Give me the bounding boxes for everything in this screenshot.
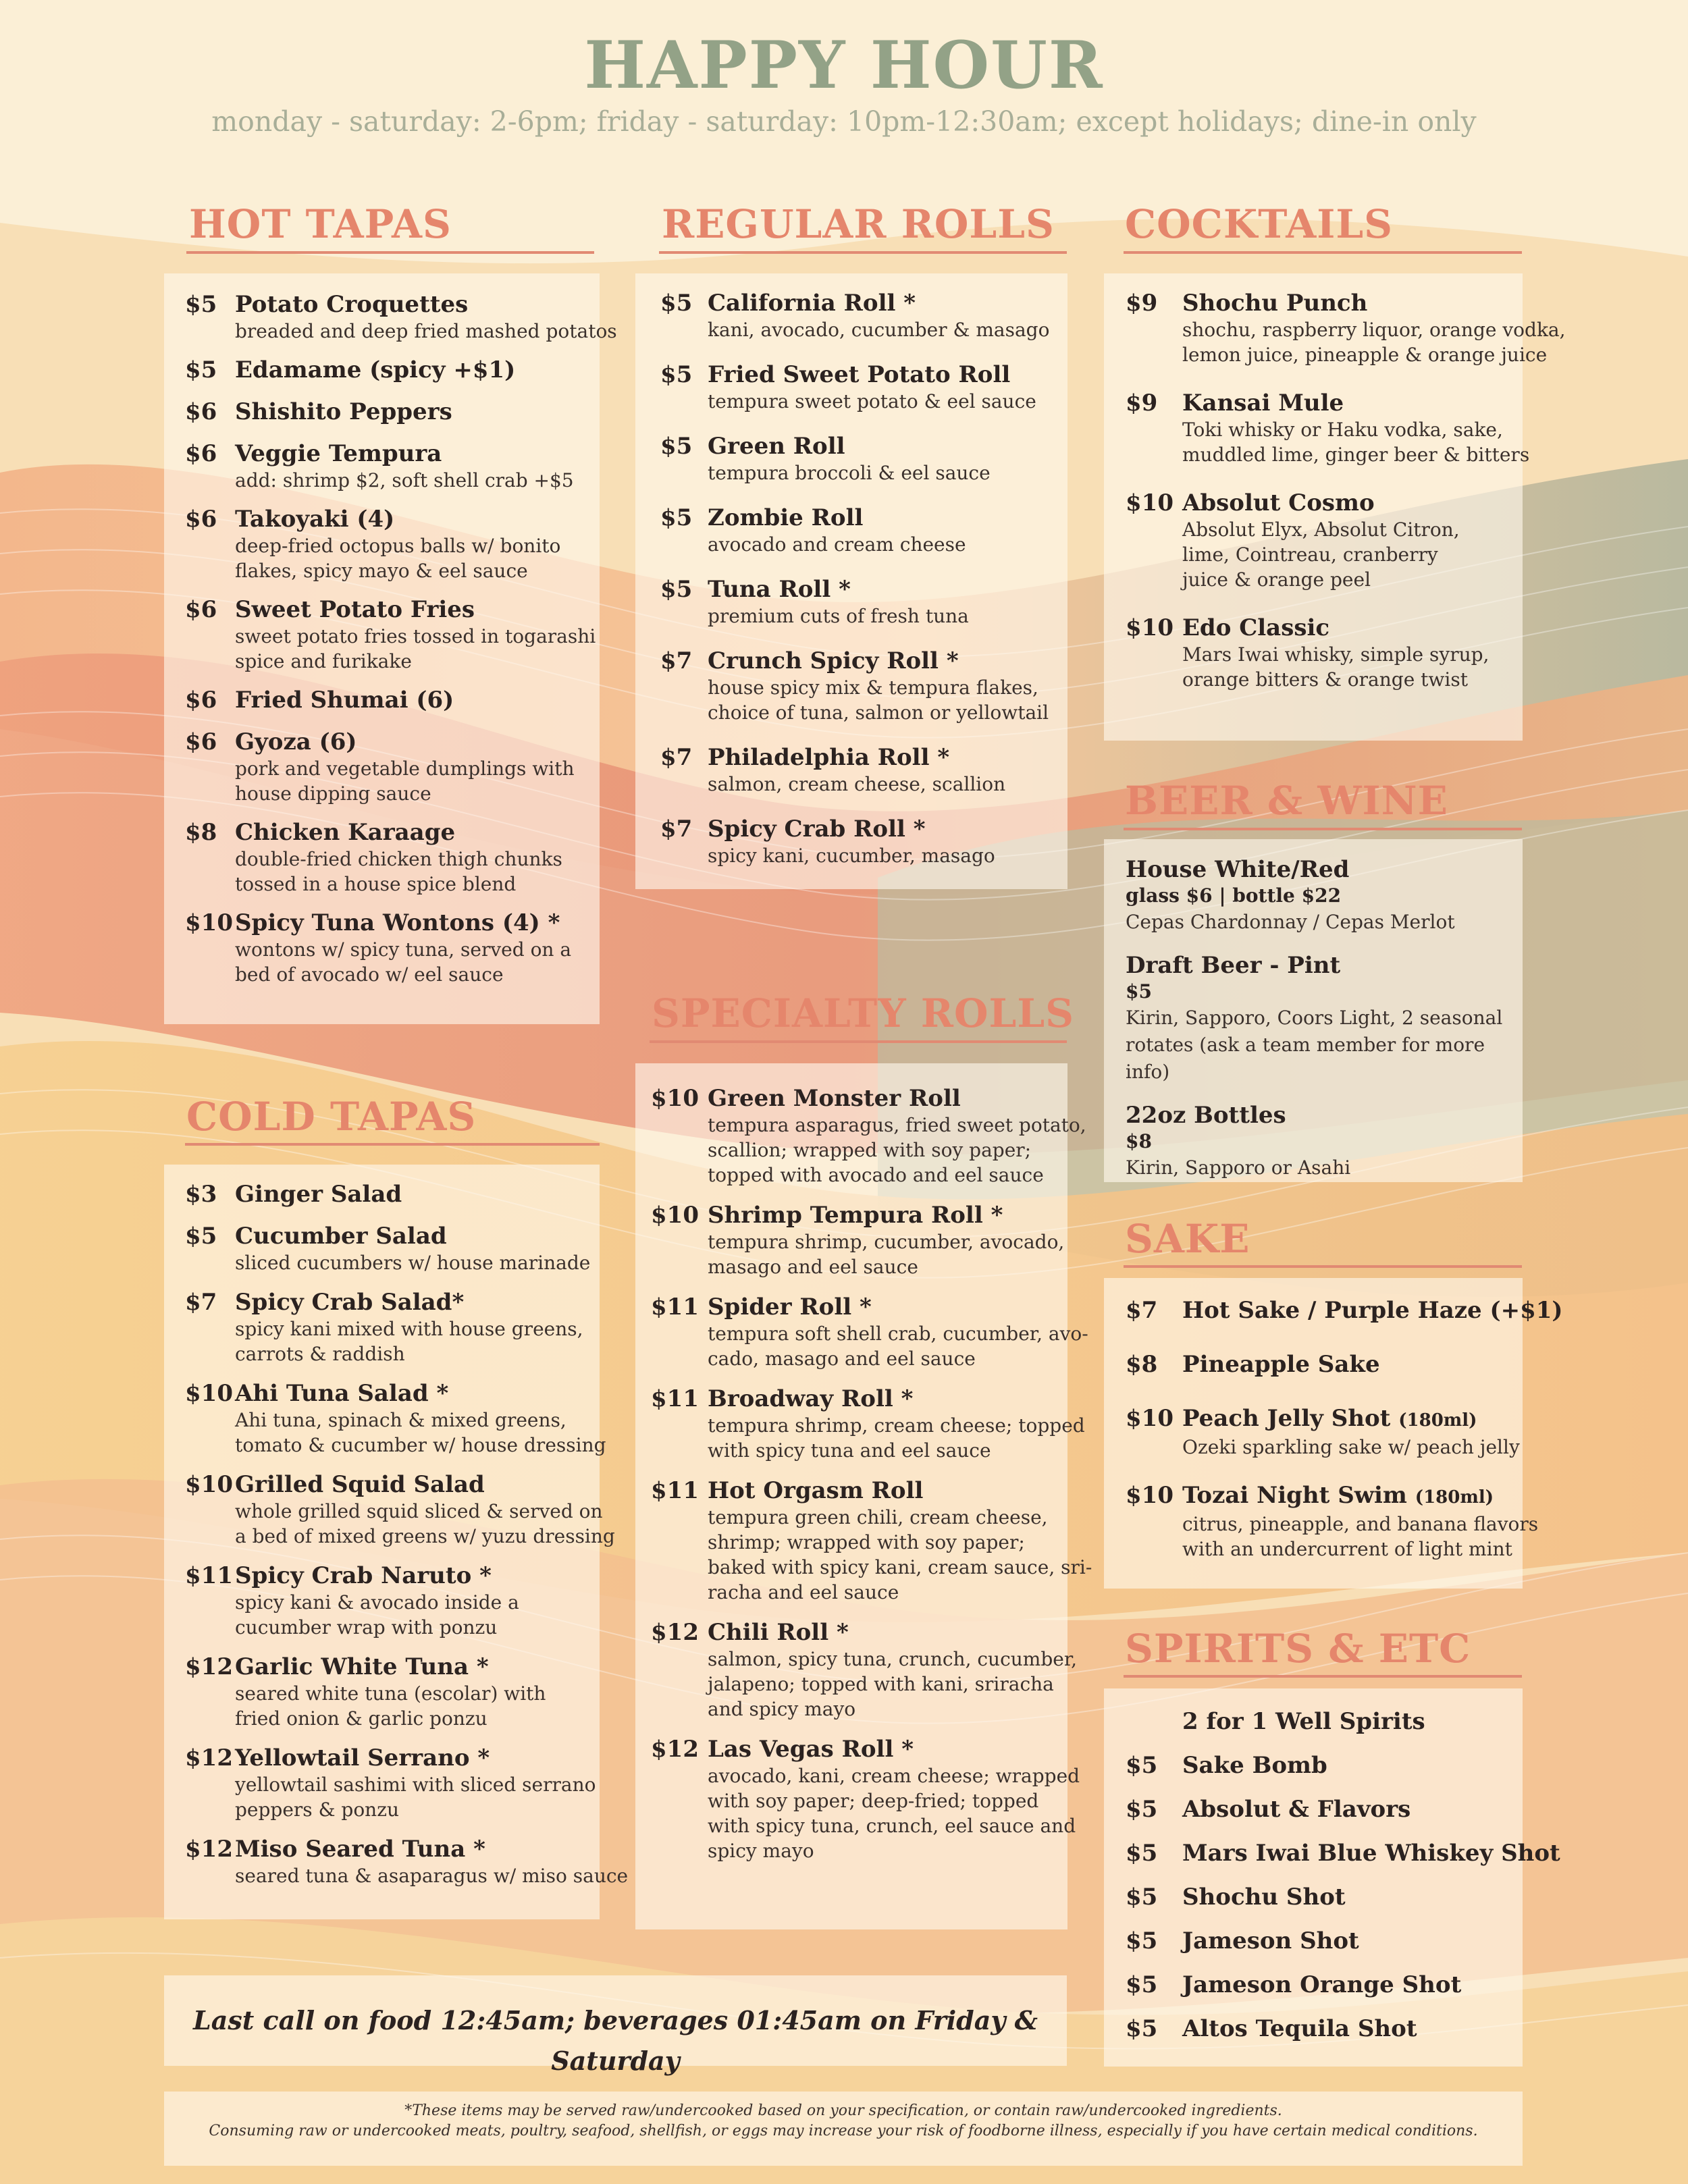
item-desc: premium cuts of fresh tuna [708, 605, 969, 627]
hot-tapas-heading: HOT TAPAS [189, 201, 452, 247]
item-price: $5 [185, 1223, 217, 1250]
item-price: $10 [1126, 1405, 1173, 1432]
menu-item [660, 743, 1059, 797]
menu-item [185, 1222, 590, 1275]
item-name: Spicy Crab Salad* [235, 1289, 465, 1316]
item-name: Broadway Roll * [708, 1385, 914, 1412]
item-name: Garlic White Tuna * [235, 1653, 489, 1680]
specialty-rolls-heading: SPECIALTY ROLLS [652, 990, 1074, 1036]
item-desc: carrots & raddish [235, 1343, 405, 1365]
item-price: $5 [1126, 1884, 1158, 1911]
item-desc: choice of tuna, salmon or yellowtail [708, 701, 1049, 724]
regular-rolls-list [660, 289, 1059, 868]
item-name: 22oz Bottles [1126, 1102, 1286, 1129]
item-name: Green Monster Roll [708, 1085, 961, 1112]
page-title: HAPPY HOUR [584, 27, 1104, 103]
menu-item [660, 647, 1059, 725]
menu-item [1126, 1481, 1539, 1562]
item-desc: masago and eel sauce [708, 1256, 918, 1278]
item-name: Potato Croquettes [235, 291, 469, 318]
item-price: $5 [1126, 1796, 1158, 1823]
item-desc: jalapeno; topped with kani, sriracha [708, 1673, 1054, 1695]
menu-item [1126, 1795, 1517, 1823]
item-price: $12 [651, 1619, 699, 1646]
cocktails-list [1126, 289, 1566, 692]
item-desc: tempura soft shell crab, cucumber, avo- [708, 1323, 1088, 1345]
item-price: $7 [660, 744, 693, 771]
item-price: $11 [185, 1562, 233, 1589]
menu-item [1126, 1971, 1517, 1999]
item-desc: tempura shrimp, cucumber, avocado, [708, 1231, 1065, 1253]
item-name: Las Vegas Roll * [708, 1736, 914, 1763]
item-name: Sweet Potato Fries [235, 596, 475, 623]
item-desc: flakes, spicy mayo & eel sauce [235, 560, 528, 582]
item-price: $6 [185, 440, 217, 467]
item-name: Absolut & Flavors [1182, 1796, 1411, 1823]
item-name: Fried Sweet Potato Roll [708, 361, 1011, 388]
item-price: $5 [1126, 1927, 1158, 1954]
item-desc: a bed of mixed greens w/ yuzu dressing [235, 1525, 615, 1547]
item-name: Fried Shumai (6) [235, 687, 454, 714]
item-name: Altos Tequila Shot [1182, 2015, 1417, 2042]
item-name: Kansai Mule [1182, 390, 1344, 417]
item-desc: topped with avocado and eel sauce [708, 1164, 1044, 1186]
item-name: Sake Bomb [1182, 1752, 1327, 1779]
item-name: Chicken Karaage [235, 819, 456, 846]
item-name: Mars Iwai Blue Whiskey Shot [1182, 1840, 1560, 1867]
item-price: $12 [185, 1744, 233, 1772]
cold-tapas-heading: COLD TAPAS [186, 1094, 477, 1140]
item-price: $11 [651, 1477, 699, 1504]
item-desc: Kirin, Sapporo or Asahi [1126, 1156, 1351, 1179]
item-desc: seared white tuna (escolar) with [235, 1682, 546, 1705]
footer-line: Consuming raw or undercooked meats, poultry, seafood, shellfish, or eggs may increase your risk of foodborne illness, especially if you have certain medical conditions. [209, 2123, 1478, 2139]
item-name: Tuna Roll * [708, 576, 851, 603]
item-price: $5 [1126, 2015, 1158, 2042]
item-desc: tossed in a house spice blend [235, 873, 517, 895]
item-desc: Cepas Chardonnay / Cepas Merlot [1126, 911, 1455, 933]
item-name: Green Roll [708, 433, 845, 460]
menu-item [185, 398, 590, 426]
item-name: Spicy Crab Roll * [708, 816, 926, 843]
item-desc: Ahi tuna, spinach & mixed greens, [235, 1409, 566, 1431]
cold-tapas-rule [185, 1143, 600, 1146]
menu-item [185, 1653, 590, 1731]
menu-item [1126, 1102, 1517, 1181]
item-name: Spider Roll * [708, 1294, 872, 1321]
menu-item [660, 815, 1059, 868]
item-name: Spicy Crab Naruto * [235, 1562, 492, 1589]
menu-item [1126, 1839, 1560, 1867]
item-name: Pineapple Sake [1182, 1351, 1380, 1378]
item-price: $11 [651, 1385, 699, 1412]
item-price: $5 [1126, 1840, 1158, 1867]
menu-item [651, 1735, 1080, 1863]
item-name: Spicy Tuna Wontons (4) * [235, 909, 560, 936]
item-desc: with soy paper; deep-fried; topped [708, 1790, 1039, 1812]
item-name: Zombie Roll [708, 504, 864, 531]
item-name: Edamame (spicy +$1) [235, 356, 516, 383]
item-price: $5 [660, 576, 693, 603]
hot-tapas-list [185, 290, 617, 987]
item-desc: fried onion & garlic ponzu [235, 1707, 487, 1730]
item-desc: spicy kani mixed with house greens, [235, 1318, 583, 1340]
item-desc: Mars Iwai whisky, simple syrup, [1182, 643, 1489, 666]
item-price: $5 [185, 356, 217, 383]
item-price: $12 [185, 1653, 233, 1680]
item-desc: Kirin, Sapporo, Coors Light, 2 seasonal [1126, 1007, 1503, 1029]
item-desc: cucumber wrap with ponzu [235, 1616, 498, 1639]
item-desc: spicy mayo [708, 1840, 814, 1862]
item-desc: tempura green chili, cream cheese, [708, 1506, 1048, 1528]
item-price: $11 [651, 1294, 699, 1321]
item-price: $7 [660, 816, 693, 843]
item-desc: lemon juice, pineapple & orange juice [1182, 344, 1548, 366]
item-name: Cucumber Salad [235, 1223, 447, 1250]
item-desc: yellowtail sashimi with sliced serrano [235, 1774, 596, 1796]
menu-item [1126, 1404, 1520, 1460]
item-price: $8 [1126, 1351, 1158, 1378]
item-name: Shochu Punch [1182, 290, 1368, 317]
item-desc: pork and vegetable dumplings with [235, 757, 575, 780]
item-desc: tempura sweet potato & eel sauce [708, 390, 1036, 412]
item-name: California Roll * [708, 290, 916, 317]
item-price: $10 [651, 1202, 699, 1229]
item-desc: house dipping sauce [235, 782, 431, 805]
item-desc: house spicy mix & tempura flakes, [708, 676, 1038, 699]
specialty-rolls-list [651, 1084, 1092, 1863]
item-desc: scallion; wrapped with soy paper; [708, 1139, 1032, 1161]
item-price: $10 [185, 909, 233, 936]
menu-item [185, 440, 590, 493]
menu-item [1126, 489, 1517, 592]
spirits-list [1126, 1707, 1560, 2043]
item-price: $6 [185, 398, 217, 425]
menu-item [651, 1385, 1085, 1463]
item-price: $7 [660, 647, 693, 674]
item-desc: salmon, cream cheese, scallion [708, 773, 1006, 795]
item-price: $10 [185, 1380, 233, 1407]
item-desc: with spicy tuna, crunch, eel sauce and [708, 1815, 1076, 1837]
item-price: $10 [651, 1085, 699, 1112]
regular-rolls-heading: REGULAR ROLLS [662, 201, 1055, 247]
spirits-rule [1124, 1675, 1522, 1678]
item-desc: with spicy tuna and eel sauce [708, 1439, 991, 1462]
item-desc: peppers & ponzu [235, 1799, 399, 1821]
item-name: Tozai Night Swim (180ml) [1182, 1482, 1494, 1509]
menu-item [185, 686, 590, 714]
hours-subtitle: monday - saturday: 2-6pm; friday - saturday: 10pm-12:30am; except holidays; dine-in only [211, 105, 1477, 138]
item-desc: bed of avocado w/ eel sauce [235, 963, 504, 986]
item-name: Yellowtail Serrano * [235, 1744, 490, 1772]
item-price: $6 [185, 728, 217, 755]
hot-tapas-rule [186, 251, 594, 254]
item-price: $9 [1126, 390, 1158, 417]
item-desc: and spicy mayo [708, 1698, 856, 1720]
menu-item [185, 1562, 590, 1640]
menu-item [1126, 389, 1530, 467]
menu-item [185, 818, 590, 897]
last-call-notice: Last call on food 12:45am; beverages 01:45am on Friday & Saturday [193, 2005, 1038, 2076]
menu-item [660, 575, 1059, 629]
item-price: $7 [185, 1289, 217, 1316]
item-desc: avocado, kani, cream cheese; wrapped [708, 1765, 1080, 1787]
menu-item [1126, 1350, 1517, 1379]
menu-item [185, 1180, 590, 1208]
item-price: $6 [185, 687, 217, 714]
menu-item [185, 1288, 590, 1366]
item-name: Grilled Squid Salad [235, 1471, 485, 1498]
item-price: $5 [660, 290, 693, 317]
cocktails-heading: COCKTAILS [1125, 201, 1394, 247]
item-desc: spicy kani, cucumber, masago [708, 845, 995, 867]
item-desc: wontons w/ spicy tuna, served on a [235, 938, 572, 961]
menu-item [1126, 1883, 1517, 1911]
item-price: $12 [651, 1736, 699, 1763]
menu-item [185, 290, 617, 344]
menu-item [651, 1293, 1088, 1371]
item-price: $10 [1126, 1482, 1173, 1509]
item-desc: tomato & cucumber w/ house dressing [235, 1434, 606, 1456]
item-price: $5 [1126, 980, 1152, 1003]
beer-wine-heading: BEER & WINE [1125, 778, 1448, 824]
item-desc: racha and eel sauce [708, 1581, 899, 1603]
item-desc: spicy kani & avocado inside a [235, 1591, 519, 1614]
item-name: Jameson Orange Shot [1182, 1971, 1462, 1998]
item-name: Ahi Tuna Salad * [235, 1380, 449, 1407]
beer-wine-rule [1124, 828, 1522, 830]
item-price: $10 [1126, 489, 1173, 516]
item-desc: breaded and deep fried mashed potatos [235, 320, 617, 342]
item-desc: tempura broccoli & eel sauce [708, 462, 991, 484]
menu-item [660, 289, 1059, 342]
item-desc: lime, Cointreau, cranberry [1182, 543, 1438, 566]
cold-tapas-list [185, 1180, 629, 1888]
spirits-heading: SPIRITS & ETC [1125, 1626, 1471, 1672]
item-name: Jameson Shot [1182, 1927, 1359, 1954]
item-name: Peach Jelly Shot (180ml) [1182, 1405, 1477, 1432]
item-name: 2 for 1 Well Spirits [1182, 1708, 1425, 1735]
menu-item [1126, 856, 1517, 936]
item-name: Absolut Cosmo [1182, 489, 1375, 516]
item-name: House White/Red [1126, 856, 1350, 883]
menu-item [1126, 614, 1517, 692]
item-desc: add: shrimp $2, soft shell crab +$5 [235, 469, 574, 491]
item-desc: whole grilled squid sliced & served on [235, 1500, 603, 1522]
menu-item [1126, 1707, 1517, 1736]
item-name: Hot Sake / Purple Haze (+$1) [1182, 1297, 1563, 1324]
item-desc: muddled lime, ginger beer & bitters [1182, 444, 1530, 466]
menu-item [651, 1476, 1092, 1605]
menu-item [185, 356, 590, 384]
item-desc: sliced cucumbers w/ house marinade [235, 1252, 591, 1274]
item-desc: shrimp; wrapped with soy paper; [708, 1531, 1025, 1553]
item-name: Draft Beer - Pint [1126, 952, 1341, 979]
item-name: Shrimp Tempura Roll * [708, 1202, 1003, 1229]
item-desc: with an undercurrent of light mint [1182, 1538, 1512, 1560]
sake-rule [1124, 1265, 1522, 1268]
item-desc: juice & orange peel [1182, 568, 1371, 591]
menu-item [185, 505, 590, 583]
item-desc: sweet potato fries tossed in togarashi [235, 625, 596, 647]
item-price: $5 [1126, 1752, 1158, 1779]
menu-item [1126, 289, 1566, 367]
item-price: $6 [185, 506, 217, 533]
menu-item [185, 1835, 629, 1888]
item-name: Chili Roll * [708, 1619, 849, 1646]
footer-line: *These items may be served raw/undercooked based on your specification, or contain raw/undercooked ingredients. [404, 2102, 1282, 2119]
item-desc: shochu, raspberry liquor, orange vodka, [1182, 319, 1566, 341]
item-name: Hot Orgasm Roll [708, 1477, 924, 1504]
item-name: Veggie Tempura [235, 440, 442, 467]
item-desc: Toki whisky or Haku vodka, sake, [1182, 419, 1503, 441]
menu-item [660, 361, 1059, 414]
item-volume: (180ml) [1398, 1410, 1477, 1431]
item-desc: salmon, spicy tuna, crunch, cucumber, [708, 1648, 1078, 1670]
item-name: Crunch Spicy Roll * [708, 647, 959, 674]
menu-item [1126, 1927, 1517, 1955]
item-desc: tempura shrimp, cream cheese; topped [708, 1414, 1085, 1437]
item-price: $7 [1126, 1297, 1158, 1324]
menu-item [185, 909, 590, 987]
item-volume: (180ml) [1415, 1487, 1494, 1508]
footer-disclaimer [164, 2101, 1523, 2141]
item-desc: tempura asparagus, fried sweet potato, [708, 1114, 1086, 1136]
menu-item [1126, 1296, 1563, 1325]
item-desc: Ozeki sparkling sake w/ peach jelly [1182, 1436, 1520, 1458]
item-price: $3 [185, 1181, 217, 1208]
specialty-rolls-rule [650, 1040, 1067, 1043]
menu-item [185, 1470, 615, 1549]
item-desc: cado, masago and eel sauce [708, 1348, 976, 1370]
item-desc: seared tuna & asaparagus w/ miso sauce [235, 1865, 629, 1887]
item-price: $6 [185, 596, 217, 623]
item-name: Edo Classic [1182, 614, 1330, 641]
item-desc: orange bitters & orange twist [1182, 668, 1468, 691]
item-desc: citrus, pineapple, and banana flavors [1182, 1513, 1539, 1535]
item-desc: kani, avocado, cucumber & masago [708, 319, 1050, 341]
item-desc: baked with spicy kani, cream sauce, sri- [708, 1556, 1092, 1578]
beer-wine-list [1126, 856, 1517, 1181]
menu-item [1126, 952, 1517, 1086]
menu-item [660, 432, 1059, 485]
item-price: $12 [185, 1836, 233, 1863]
item-name: Ginger Salad [235, 1181, 402, 1208]
menu-item [651, 1084, 1086, 1188]
item-price: $5 [660, 433, 693, 460]
menu-item [185, 1744, 596, 1822]
item-desc: spice and furikake [235, 650, 412, 672]
item-price: $5 [660, 504, 693, 531]
item-name: Miso Seared Tuna * [235, 1836, 485, 1863]
sake-heading: SAKE [1125, 1216, 1250, 1262]
regular-rolls-rule [659, 251, 1067, 254]
menu-item [651, 1201, 1065, 1279]
menu-item [1126, 1751, 1517, 1780]
menu-item [651, 1618, 1078, 1722]
item-price: $5 [185, 291, 217, 318]
item-name: Shochu Shot [1182, 1884, 1346, 1911]
item-price: $5 [660, 361, 693, 388]
item-desc: double-fried chicken thigh chunks [235, 848, 562, 870]
item-name: Takoyaki (4) [235, 506, 395, 533]
item-price: $8 [1126, 1130, 1152, 1152]
menu-item [660, 504, 1059, 557]
item-name: Gyoza (6) [235, 728, 357, 755]
item-price: $5 [1126, 1971, 1158, 1998]
menu-item [1126, 2015, 1517, 2043]
item-price: $10 [1126, 614, 1173, 641]
cocktails-rule [1124, 251, 1522, 254]
menu-item [185, 595, 596, 674]
item-name: Philadelphia Roll * [708, 744, 950, 771]
item-desc: rotates (ask a team member for more info) [1126, 1034, 1485, 1083]
item-price: glass $6 | bottle $22 [1126, 884, 1342, 907]
sake-list [1126, 1296, 1563, 1562]
item-name: Shishito Peppers [235, 398, 452, 425]
item-desc: Absolut Elyx, Absolut Citron, [1182, 518, 1460, 541]
item-desc: deep-fried octopus balls w/ bonito [235, 535, 561, 557]
item-price: $10 [185, 1471, 233, 1498]
menu-item [185, 1379, 606, 1458]
menu-item [185, 728, 590, 806]
item-price: $8 [185, 819, 217, 846]
item-price: $9 [1126, 290, 1158, 317]
item-desc: avocado and cream cheese [708, 533, 966, 556]
